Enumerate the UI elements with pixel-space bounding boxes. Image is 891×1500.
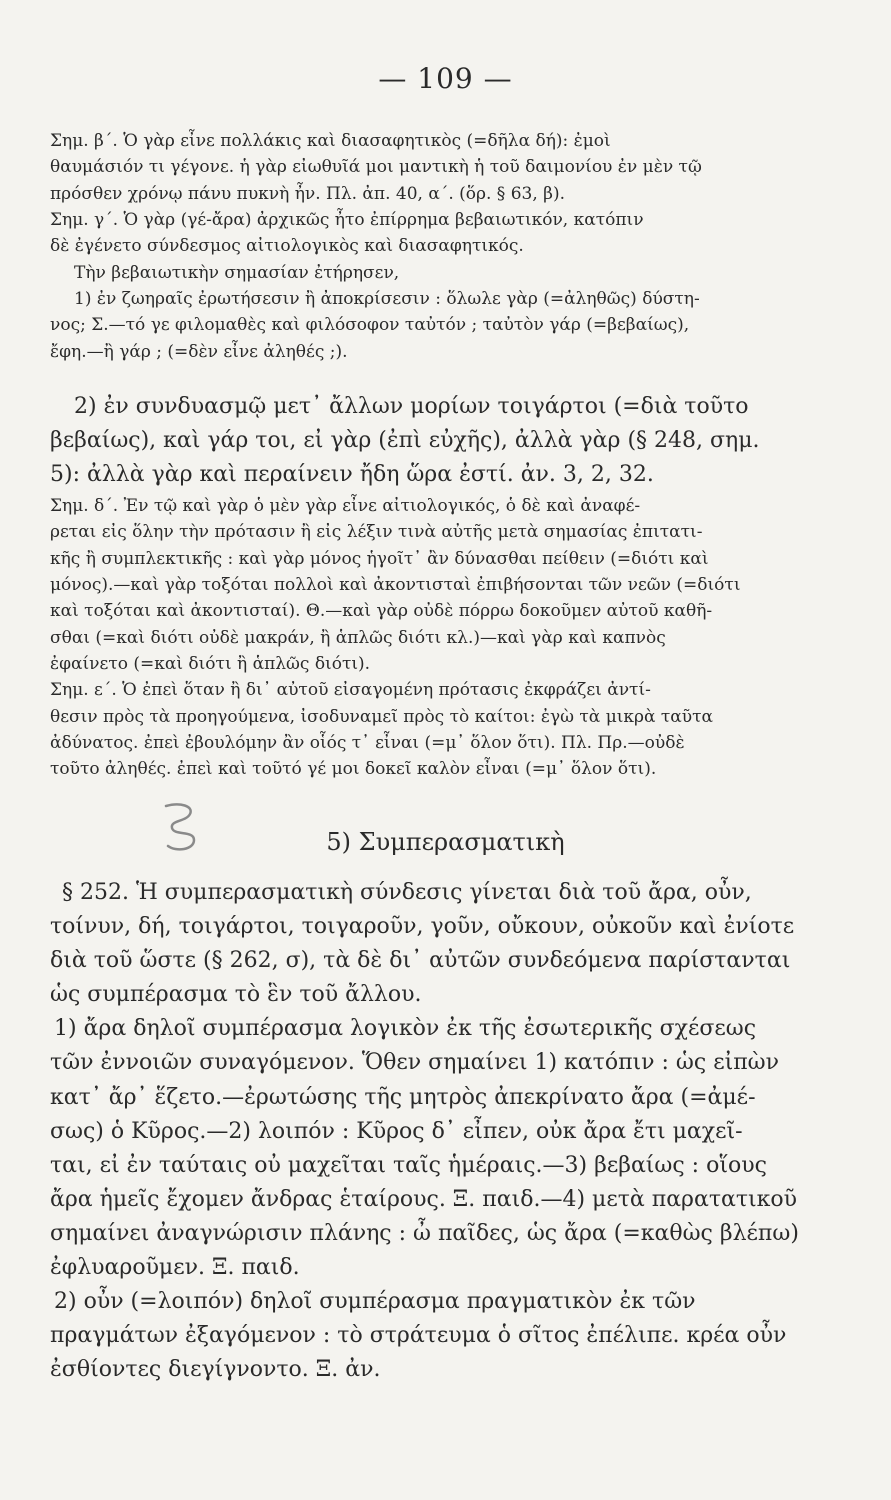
text-line: τοῦτο ἀληθές. ἐπεὶ καὶ τοῦτό γέ μοι δοκεῖ καλὸν εἶναι (=μ᾽ ὅλον ὅτι). bbox=[50, 759, 657, 780]
notes-block-3 bbox=[50, 493, 840, 783]
text-line: κῆς ἢ συμπλεκτικῆς : καὶ γὰρ μόνος ἡγοῖτ᾽ ἂν δύνασθαι πείθειν (=διότι καὶ bbox=[50, 548, 709, 569]
text-line: ἄρα ἡμεῖς ἔχομεν ἄνδρας ἑταίρους. Ξ. παιδ.—4) μετὰ παρατατικοῦ bbox=[50, 1186, 798, 1212]
main-block-2 bbox=[50, 390, 840, 492]
text-line: μόνος).—καὶ γὰρ τοξόται πολλοὶ καὶ ἀκοντισταὶ ἐπιβήσονται τῶν νεῶν (=διότι bbox=[50, 575, 741, 596]
text-line: θεσιν πρὸς τὰ προηγούμενα, ἰσοδυναμεῖ πρὸς τὸ καίτοι: ἐγὼ τὰ μικρὰ ταῦτα bbox=[50, 706, 714, 727]
text-line: θαυμάσιόν τι γέγονε. ἡ γὰρ εἰωθυῖά μοι μαντικὴ ἡ τοῦ δαιμονίου ἐν μὲν τῷ bbox=[50, 157, 702, 178]
text-line: Σημ. β΄. Ὁ γὰρ εἶνε πολλάκις καὶ διασαφητικὸς (=δῆλα δή): ἐμοὶ bbox=[50, 131, 611, 151]
text-line: νος; Σ.—τό γε φιλομαθὲς καὶ φιλόσοφον ταὐτόν ; ταὐτὸν γάρ (=βεβαίως), bbox=[50, 315, 690, 336]
text-line: τοίνυν, δή, τοιγάρτοι, τοιγαροῦν, γοῦν, οὔκουν, οὐκοῦν καὶ ἐνίοτε bbox=[50, 914, 795, 940]
text-line: σως) ὁ Κῦρος.—2) λοιπόν : Κῦρος δ᾽ εἶπεν, οὐκ ἄρα ἔτι μαχεῖ- bbox=[50, 1118, 743, 1144]
text-line: πραγμάτων ἐξαγόμενον : τὸ στράτευμα ὁ σῖτος ἐπέλιπε. κρέα οὖν bbox=[50, 1323, 787, 1349]
text-line: διὰ τοῦ ὥστε (§ 262, σ), τὰ δὲ δι᾽ αὐτῶν συνδεόμενα παρίστανται bbox=[50, 948, 791, 974]
text-line: ἐσθίοντες διεγίγνοντο. Ξ. ἀν. bbox=[50, 1357, 381, 1383]
text-line: ἐφαίνετο (=καὶ διότι ἢ ἁπλῶς διότι). bbox=[50, 654, 371, 675]
text-line: τῶν ἐννοιῶν συναγόμενον. Ὅθεν σημαίνει 1) κατόπιν : ὡς εἰπὼν bbox=[50, 1050, 779, 1076]
text-line: σθαι (=καὶ διότι οὐδὲ μακράν, ἢ ἁπλῶς διότι κλ.)—καὶ γὰρ καὶ καπνὸς bbox=[50, 627, 666, 648]
text-line: Τὴν βεβαιωτικὴν σημασίαν ἐτήρησεν, bbox=[74, 262, 400, 283]
text-line: ἀδύνατος. ἐπεὶ ἐβουλόμην ἂν οἷός τ᾽ εἶναι (=μ᾽ ὅλον ὅτι). Πλ. Πρ.—οὐδὲ bbox=[50, 733, 685, 754]
text-line: § 252. Ἡ συμπερασματικὴ σύνδεσις γίνεται διὰ τοῦ ἄρα, οὖν, bbox=[62, 880, 752, 905]
text-line: 5): ἀλλὰ γὰρ καὶ περαίνειν ἤδη ὥρα ἐστί. ἀν. 3, 2, 32. bbox=[50, 462, 654, 488]
text-line: 1) ἐν ζωηραῖς ἐρωτήσεσιν ἢ ἀποκρίσεσιν : ὅλωλε γὰρ (=ἀληθῶς) δύστη- bbox=[74, 289, 700, 310]
text-line: βεβαίως), καὶ γάρ τοι, εἰ γὰρ (ἐπὶ εὐχῆς), ἀλλὰ γὰρ (§ 248, σημ. bbox=[50, 428, 760, 454]
text-line: δὲ ἐγένετο σύνδεσμος αἰτιολογικὸς καὶ διασαφητικός. bbox=[50, 236, 524, 257]
text-line: ται, εἰ ἐν ταύταις οὐ μαχεῖται ταῖς ἡμέραις.—3) βεβαίως : οἵους bbox=[50, 1152, 767, 1178]
text-line: ἔφη.—ἢ γάρ ; (=δὲν εἶνε ἀληθές ;). bbox=[50, 341, 348, 362]
main-block-4 bbox=[50, 876, 840, 1387]
text-line: πρόσθεν χρόνῳ πάνυ πυκνὴ ἦν. Πλ. ἀπ. 40, α΄. (ὅρ. § 63, β). bbox=[50, 183, 565, 204]
text-line: ὡς συμπέρασμα τὸ ἓν τοῦ ἄλλου. bbox=[50, 982, 422, 1008]
text-line: κατ᾽ ἄρ᾽ ἕζετο.—ἐρωτώσης τῆς μητρὸς ἀπεκρίνατο ἄρα (=ἀμέ- bbox=[50, 1084, 756, 1110]
text-line: 1) ἄρα δηλοῖ συμπέρασμα λογικὸν ἐκ τῆς ἐσωτερικῆς σχέσεως bbox=[54, 1016, 757, 1042]
text-line: καὶ τοξόται καὶ ἀκοντισταί). Θ.—καὶ γὰρ οὐδὲ πόρρω δοκοῦμεν αὐτοῦ καθῆ- bbox=[50, 601, 713, 622]
section-heading: 5) Συμπερασματικὴ bbox=[326, 828, 565, 856]
text-line: ἐφλυαροῦμεν. Ξ. παιδ. bbox=[50, 1255, 300, 1281]
text-line: 2) οὖν (=λοιπόν) δηλοῖ συμπέρασμα πραγματικὸν ἐκ τῶν bbox=[54, 1289, 696, 1315]
text-line: Σημ. δ΄. Ἐν τῷ καὶ γὰρ ὁ μὲν γὰρ εἶνε αἰτιολογικός, ὁ δὲ καὶ ἀναφέ- bbox=[50, 496, 641, 516]
page-number: — 109 — bbox=[378, 62, 513, 95]
text-line: Σημ. ε΄. Ὁ ἐπεὶ ὅταν ἢ δι᾽ αὐτοῦ εἰσαγομένη πρότασις ἐκφράζει ἀντί- bbox=[50, 680, 651, 701]
text-line: Σημ. γ΄. Ὁ γὰρ (γέ-ἄρα) ἀρχικῶς ἦτο ἐπίρρημα βεβαιωτικόν, κατόπιν bbox=[50, 210, 644, 231]
text-line: σημαίνει ἀναγνώρισιν πλάνης : ὦ παῖδες, ὡς ἄρα (=καθὼς βλέπω) bbox=[50, 1220, 799, 1246]
text-line: 2) ἐν συνδυασμῷ μετ᾽ ἄλλων μορίων τοιγάρτοι (=διὰ τοῦτο bbox=[74, 394, 749, 419]
text-line: ρεται εἰς ὅλην τὴν πρότασιν ἢ εἰς λέξιν τινὰ αὐτῆς μετὰ σημασίας ἐπιτατι- bbox=[50, 522, 703, 543]
notes-block-1 bbox=[50, 128, 840, 365]
